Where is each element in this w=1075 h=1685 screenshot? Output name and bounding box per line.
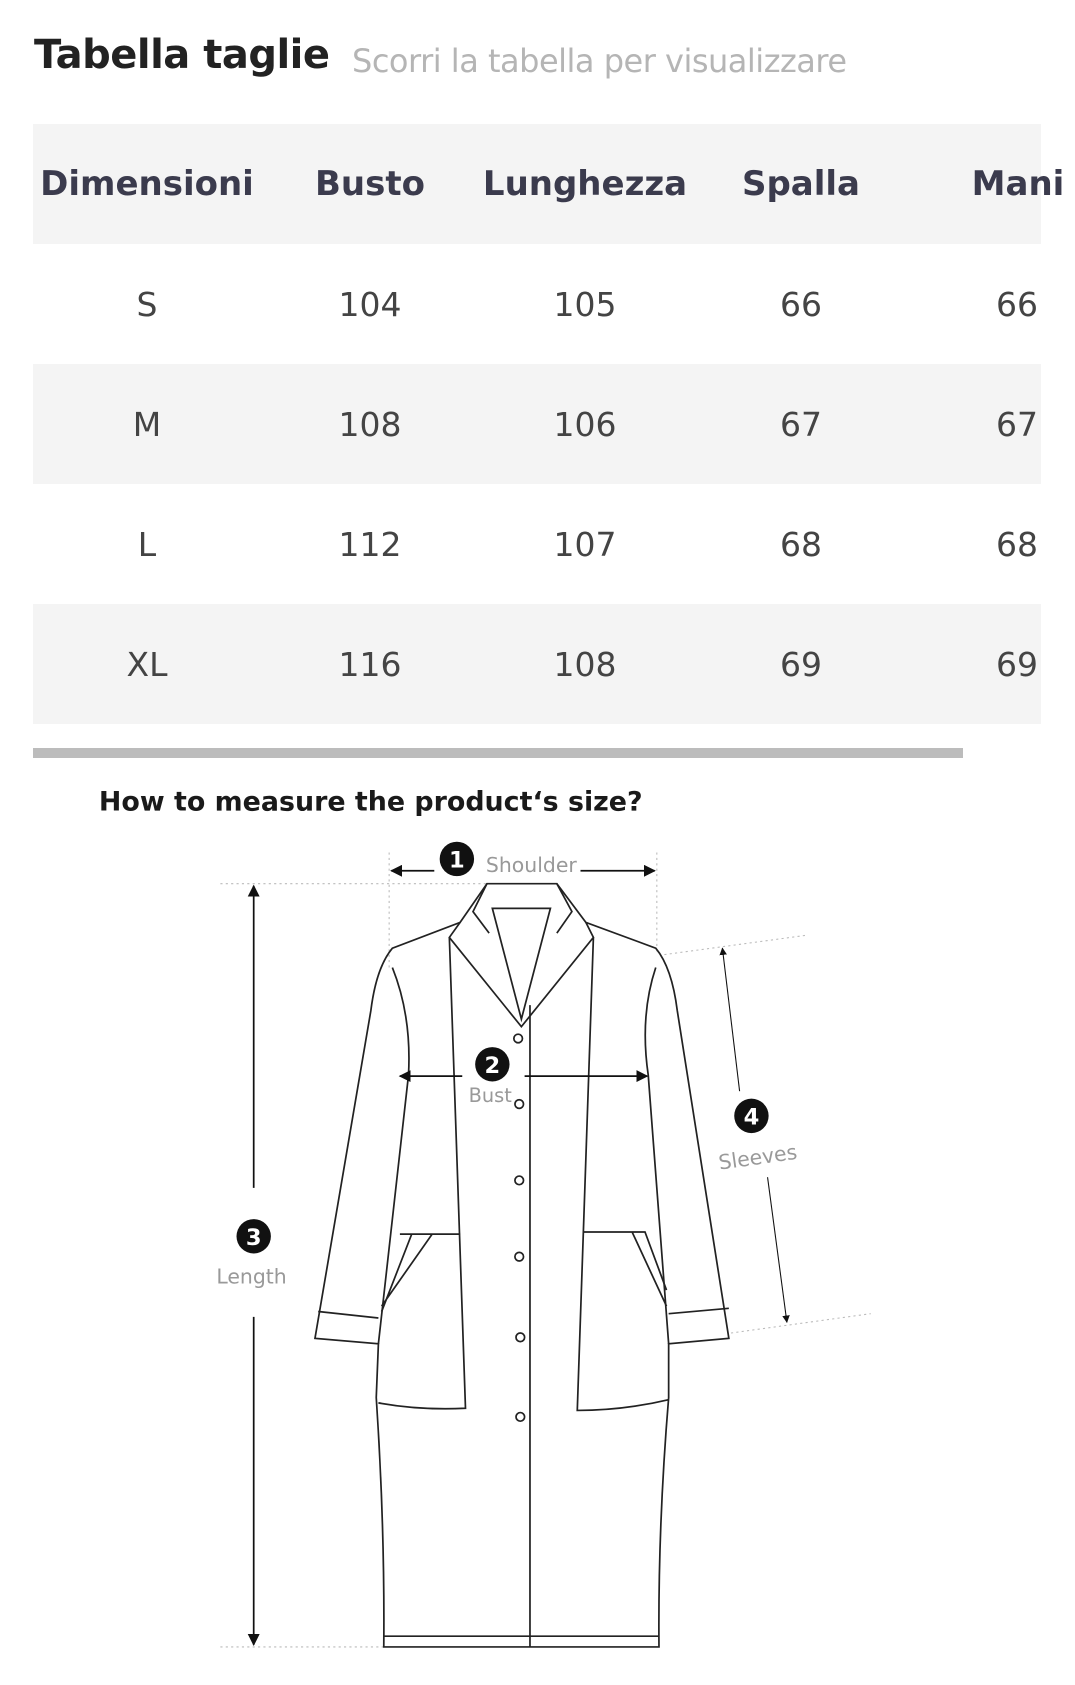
table-cell: 66 [780,284,822,324]
column-header: Spalla [741,164,861,204]
table-cell: 67 [780,404,822,444]
table-cell: 108 [553,644,617,684]
table-cell: 69 [780,644,822,684]
table-cell: 106 [553,404,617,444]
table-cell: 108 [338,404,402,444]
column-header: Mani [971,164,1065,204]
bust-label: Bust [468,1083,512,1107]
column-header: Dimensioni [40,164,254,204]
shoulder-label: Shoulder [485,852,577,877]
table-cell: 68 [780,524,822,564]
badge-number: 1 [449,847,465,874]
badge-number: 2 [484,1052,501,1079]
table-cell: M [132,404,162,444]
guide-lines [220,852,870,1646]
table-cell: 112 [338,524,402,564]
table-cell: 104 [338,284,402,324]
table-cell: 69 [996,644,1038,684]
length-label: Length [216,1264,287,1289]
column-header: Busto [315,164,425,204]
table-cell: 116 [338,644,402,684]
column-header: Lunghezza [482,164,688,204]
table-cell: 105 [553,284,617,324]
scroll-hint: Scorri la tabella per visualizzare [352,42,847,80]
table-cell: L [137,524,157,564]
table-cell: 68 [996,524,1038,564]
table-cell: 66 [996,284,1038,324]
coat-illustration [315,884,729,1647]
table-cell: 107 [553,524,617,564]
table-cell: S [136,284,158,324]
table-cell: 67 [996,404,1038,444]
badge-number: 3 [245,1224,262,1251]
sleeves-label: Sleeves [717,1139,799,1175]
page-title: Tabella taglie [34,32,330,78]
diagram-heading: How to measure the product‘s size? [98,786,643,818]
table-cell: XL [126,644,168,684]
badge-number: 4 [743,1104,760,1131]
